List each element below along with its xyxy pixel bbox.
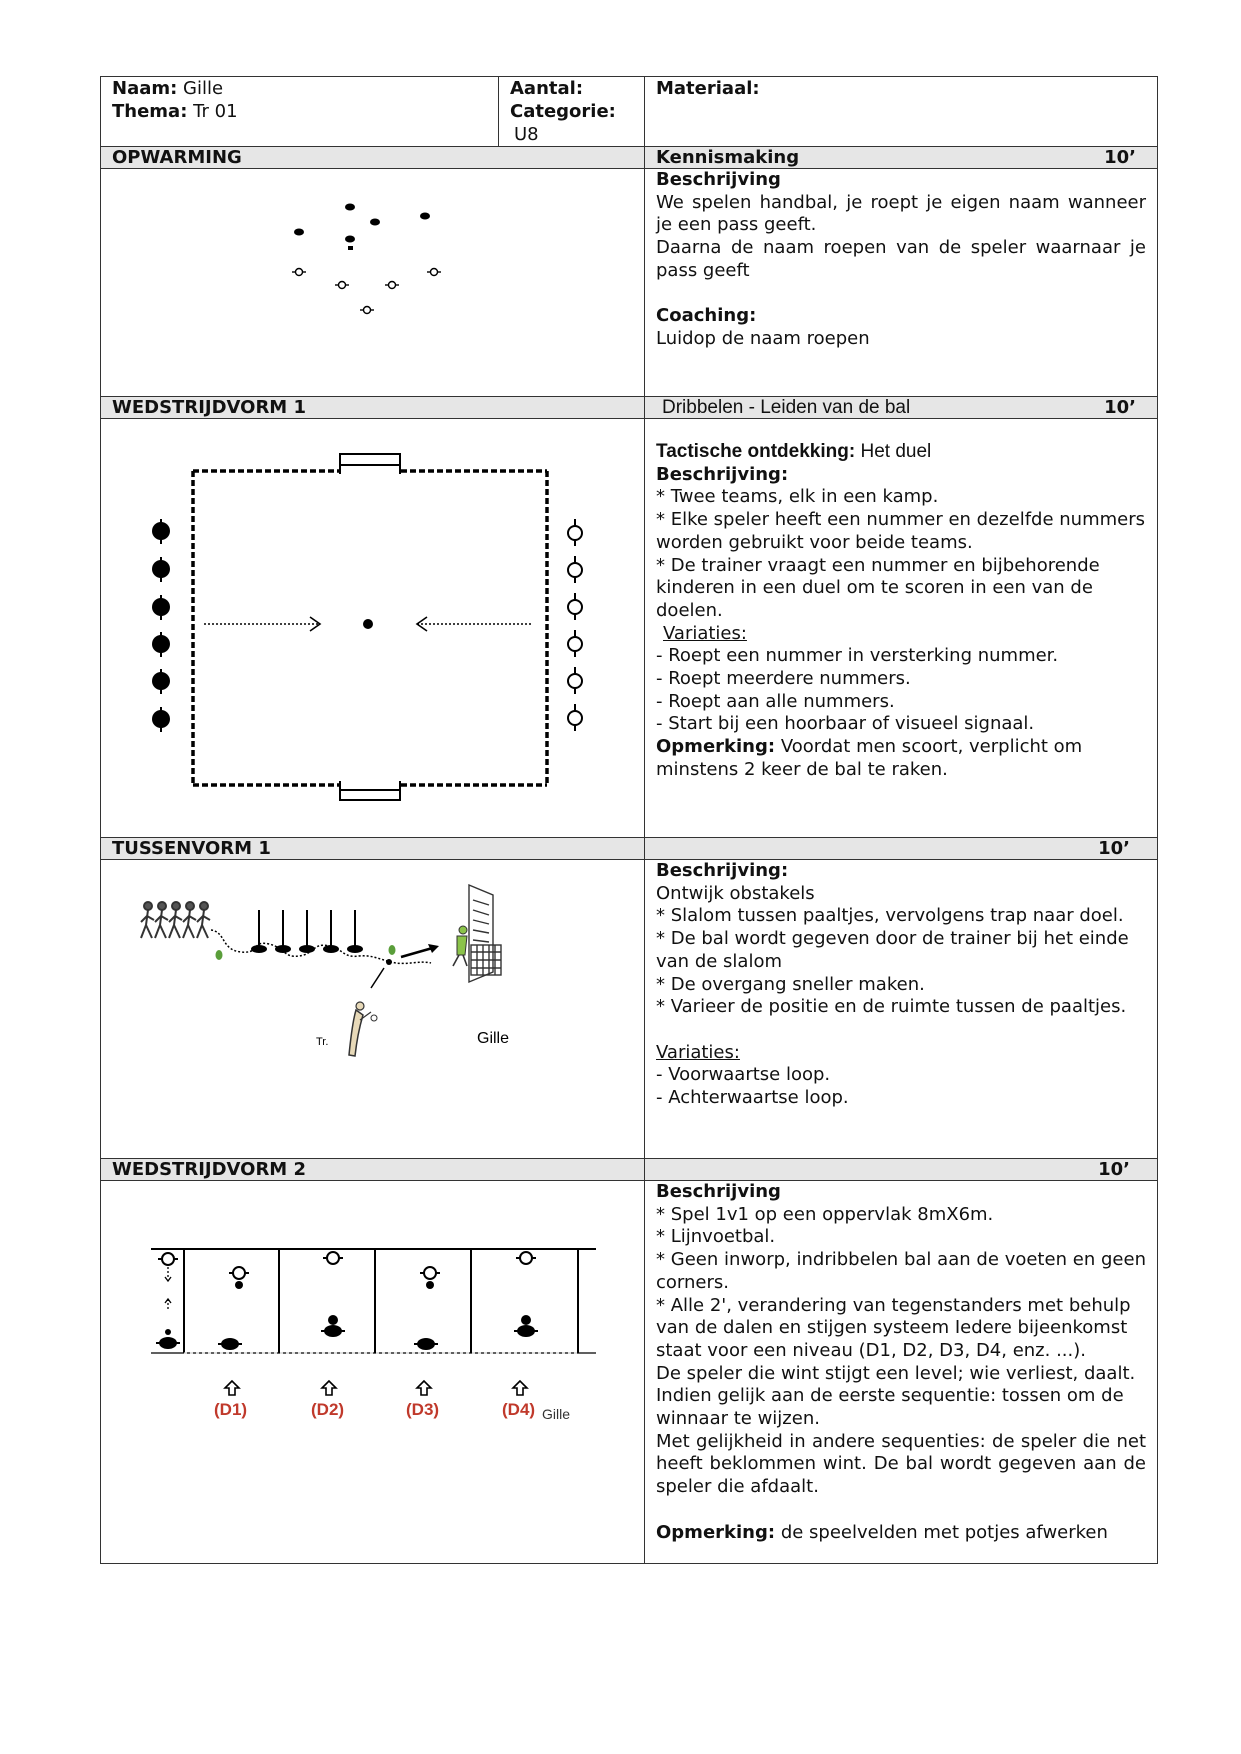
section1-coaching-text: Luidop de naam roepen: [656, 327, 870, 349]
runner-icon: [141, 902, 154, 938]
section3-variatie: - Achterwaartse loop.: [656, 1087, 849, 1109]
section3-desc-line: * De overgang sneller maken.: [656, 973, 925, 995]
section4-desc-line: De speler die wint stijgt een level; wie verliest, daalt.: [656, 1362, 1136, 1384]
ball-icon: [348, 246, 353, 250]
section3-desc-line: * De bal wordt gegeven door de trainer bij het einde van de slalom: [656, 928, 1129, 972]
team-right-players: [568, 519, 582, 731]
section4-body: [101, 1181, 1158, 1564]
section3-text: [645, 860, 1158, 1159]
player-open-icon: [158, 1253, 178, 1265]
trainer-figure: [316, 1002, 377, 1056]
header-row: [101, 77, 1158, 147]
section2-tactisch-label: Tactische ontdekking:: [656, 441, 856, 462]
section1-beschrijving-label: Beschrijving: [656, 169, 781, 190]
player-open-icon: [339, 282, 346, 289]
trainer-label: Tr.: [316, 1036, 329, 1048]
filled-players: [294, 204, 430, 251]
ball-icon: [235, 1281, 243, 1289]
goal-icon: [469, 885, 501, 982]
section3-body: [101, 860, 1158, 1159]
section1-bar: [101, 147, 1158, 169]
player-open-icon: [568, 593, 582, 620]
section3-variatie: - Voorwaartse loop.: [656, 1064, 831, 1086]
section3-duration: 10’: [1098, 838, 1130, 859]
level-label: (D2): [311, 1400, 345, 1419]
section4-beschrijving-label: Beschrijving: [656, 1181, 781, 1202]
level-fields-diagram: [101, 1181, 645, 1563]
section1-exercise-cell: [645, 147, 1158, 169]
thema-label: Thema:: [112, 101, 188, 122]
section2-variaties-label: Variaties:: [663, 622, 747, 644]
section1-desc-line: Daarna de naam roepen van de speler waarnaar je pass geeft: [656, 237, 1146, 281]
player-filled-icon: [152, 557, 170, 582]
player-open-icon: [431, 269, 438, 276]
cone-icon: [389, 945, 396, 955]
section2-variatie: - Roept een nummer in versterking nummer.: [656, 645, 1059, 667]
section4-desc-line: * Alle 2', verandering van tegenstanders met behulp van de dalen en stijgen systeem Iedere bijeenkomst staat voor een niveau (D1, D2, D3, D4, enz. ...).: [656, 1294, 1131, 1361]
section1-duration: 10’: [1104, 147, 1136, 168]
ball-icon: [371, 1015, 377, 1021]
ball-icon: [386, 959, 392, 965]
diagram-name-label: Gille: [477, 1030, 510, 1047]
player-open-icon: [389, 282, 396, 289]
player-filled-icon: [156, 1337, 180, 1349]
pole-icon: [276, 910, 290, 952]
player-open-icon: [229, 1267, 249, 1279]
player-filled-icon: [420, 213, 430, 220]
arrow-up-icon: [417, 1381, 431, 1395]
section1-coaching-label: Coaching:: [656, 305, 757, 327]
arrow-up-icon: [225, 1381, 239, 1395]
section2-tactisch-value: Het duel: [860, 441, 932, 462]
open-players: [158, 1252, 536, 1279]
player-open-icon: [516, 1252, 536, 1264]
player-filled-icon: [345, 236, 355, 243]
pass-line: [371, 968, 384, 988]
ball-icon: [363, 619, 373, 629]
section4-desc-line: Indien gelijk aan de eerste sequentie: tossen om de winnaar te wijzen.: [656, 1385, 1124, 1430]
ball-icon: [426, 1281, 434, 1289]
categorie-label: Categorie:: [510, 101, 616, 122]
section2-title: WEDSTRIJDVORM 1: [101, 397, 645, 419]
section1-desc-line: We spelen handbal, je roept je eigen naam wanneer je een pass geeft.: [656, 191, 1146, 236]
fields: [151, 1249, 596, 1353]
training-sheet: [100, 76, 1158, 1564]
section1-diagram: [101, 169, 645, 397]
player-open-icon: [568, 556, 582, 583]
section4-duration-cell: [645, 1159, 1158, 1181]
open-players: [296, 269, 438, 314]
pole-icon: [348, 910, 362, 952]
section4-opmerking-text: de speelvelden met potjes afwerken: [780, 1521, 1108, 1543]
duel-field-diagram: [101, 419, 645, 837]
player-open-icon: [296, 269, 303, 276]
thema-value: Tr 01: [193, 101, 238, 122]
player-open-icon: [364, 307, 371, 314]
section4-title: WEDSTRIJDVORM 2: [101, 1159, 645, 1181]
categorie-value: U8: [514, 124, 539, 145]
aantal-label: Aantal:: [510, 78, 584, 99]
player-open-icon: [323, 1252, 343, 1264]
open-player-ticks: [292, 272, 441, 310]
player-filled-icon: [414, 1338, 438, 1350]
section2-body: [101, 419, 1158, 838]
section4-desc-line: * Geen inworp, indribbelen bal aan de voeten en geen corners.: [656, 1249, 1146, 1293]
section2-exercise: Dribbelen - Leiden van de bal: [662, 397, 911, 418]
cone-icon: [216, 950, 223, 960]
slalom-path: [211, 930, 431, 963]
diagram-name-label: Gille: [542, 1406, 571, 1422]
section1-body: [101, 169, 1158, 397]
filled-players: [156, 1315, 538, 1350]
goal-icon: [340, 454, 400, 465]
naam-value: Gille: [183, 78, 224, 99]
section4-duration: 10’: [1098, 1159, 1130, 1180]
goal-icon: [340, 790, 400, 800]
materiaal-label: Materiaal:: [656, 78, 760, 99]
balls: [165, 1281, 434, 1335]
section3-desc-line: * Slalom tussen paaltjes, vervolgens trap naar doel.: [656, 905, 1124, 927]
player-filled-icon: [152, 519, 170, 544]
player-filled-icon: [218, 1338, 242, 1350]
naam-label: Naam:: [112, 78, 178, 99]
player-filled-icon: [370, 219, 380, 226]
runner-icon: [197, 902, 210, 938]
naam-thema-cell: [101, 77, 499, 147]
section3-beschrijving-label: Beschrijving:: [656, 860, 789, 881]
section4-diagram: [101, 1181, 645, 1564]
section3-duration-cell: [645, 838, 1158, 860]
player-queue: [141, 902, 210, 938]
section3-diagram: [101, 860, 645, 1159]
level-label: (D3): [406, 1400, 440, 1419]
section1-exercise: Kennismaking: [656, 147, 800, 168]
player-open-icon: [420, 1267, 440, 1279]
section2-desc-line: * De trainer vraagt een nummer en bijbehorende kinderen in een duel om te scoren in een van de doelen.: [656, 554, 1100, 621]
section3-bar: [101, 838, 1158, 860]
section2-bar: [101, 397, 1158, 419]
section2-beschrijving-label: Beschrijving:: [656, 463, 789, 485]
section4-opmerking-label: Opmerking:: [656, 1521, 776, 1543]
runner-icon: [155, 902, 168, 938]
materiaal-cell: [645, 77, 1158, 147]
player-filled-icon: [152, 669, 170, 694]
section2-opmerking-label: Opmerking:: [656, 736, 776, 758]
player-open-icon: [568, 704, 582, 731]
aantal-categorie-cell: [499, 77, 645, 147]
pole-icon: [252, 910, 266, 952]
section2-desc-line: * Twee teams, elk in een kamp.: [656, 486, 939, 508]
slalom-diagram: [101, 860, 645, 1158]
team-left-players: [152, 519, 170, 732]
poles: [252, 910, 362, 952]
section3-desc-line: * Varieer de positie en de ruimte tussen de paaltjes.: [656, 996, 1127, 1018]
level-label: (D1): [214, 1400, 248, 1419]
runner-icon: [183, 902, 196, 938]
switch-arrows: [165, 1267, 171, 1311]
section1-text: [645, 169, 1158, 397]
player-filled-icon: [514, 1315, 538, 1337]
section2-variatie: - Roept aan alle nummers.: [656, 690, 895, 712]
player-filled-icon: [345, 204, 355, 211]
player-filled-icon: [152, 707, 170, 732]
player-open-icon: [568, 519, 582, 546]
circle-formation-diagram: [101, 169, 645, 396]
section2-duration: 10’: [1104, 397, 1136, 418]
level-arrows: [225, 1381, 527, 1395]
section2-text: [645, 419, 1158, 838]
ball-icon: [165, 1329, 171, 1335]
section4-desc-line: Met gelijkheid in andere sequenties: de speler die net heeft beklommen wint. De bal wordt gegeven aan de speler die afdaalt.: [656, 1430, 1146, 1498]
arrow-up-icon: [513, 1381, 527, 1395]
section2-desc-line: * Elke speler heeft een nummer en dezelfde nummers worden gebruikt voor beide teams.: [656, 509, 1145, 553]
level-label: (D4): [502, 1400, 536, 1419]
runner-icon: [169, 902, 182, 938]
section2-opmerking-text: Voordat men scoort, verplicht om minstens 2 keer de bal te raken.: [656, 736, 1083, 780]
section2-variatie: - Start bij een hoorbaar of visueel signaal.: [656, 713, 1035, 735]
section4-bar: [101, 1159, 1158, 1181]
player-filled-icon: [321, 1315, 345, 1337]
level-labels: [214, 1400, 535, 1419]
section2-diagram: [101, 419, 645, 838]
section4-text: [645, 1181, 1158, 1564]
player-open-icon: [568, 630, 582, 657]
section3-desc-line: Ontwijk obstakels: [656, 882, 815, 904]
section4-desc-line: * Spel 1v1 op een oppervlak 8mX6m.: [656, 1203, 994, 1225]
player-filled-icon: [152, 595, 170, 620]
player-filled-icon: [152, 632, 170, 657]
section1-title: OPWARMING: [101, 147, 645, 169]
arrow-up-icon: [322, 1381, 336, 1395]
section3-title: TUSSENVORM 1: [101, 838, 645, 860]
player-open-icon: [568, 667, 582, 694]
pole-icon: [300, 910, 314, 952]
arrow-right-icon: [310, 617, 320, 631]
section2-exercise-cell: [645, 397, 1158, 419]
section2-variatie: - Roept meerdere nummers.: [656, 668, 911, 690]
section3-variaties-label: Variaties:: [656, 1041, 740, 1063]
section4-desc-line: * Lijnvoetbal.: [656, 1226, 776, 1248]
goalkeeper-figure: [453, 926, 467, 966]
player-filled-icon: [294, 229, 304, 236]
